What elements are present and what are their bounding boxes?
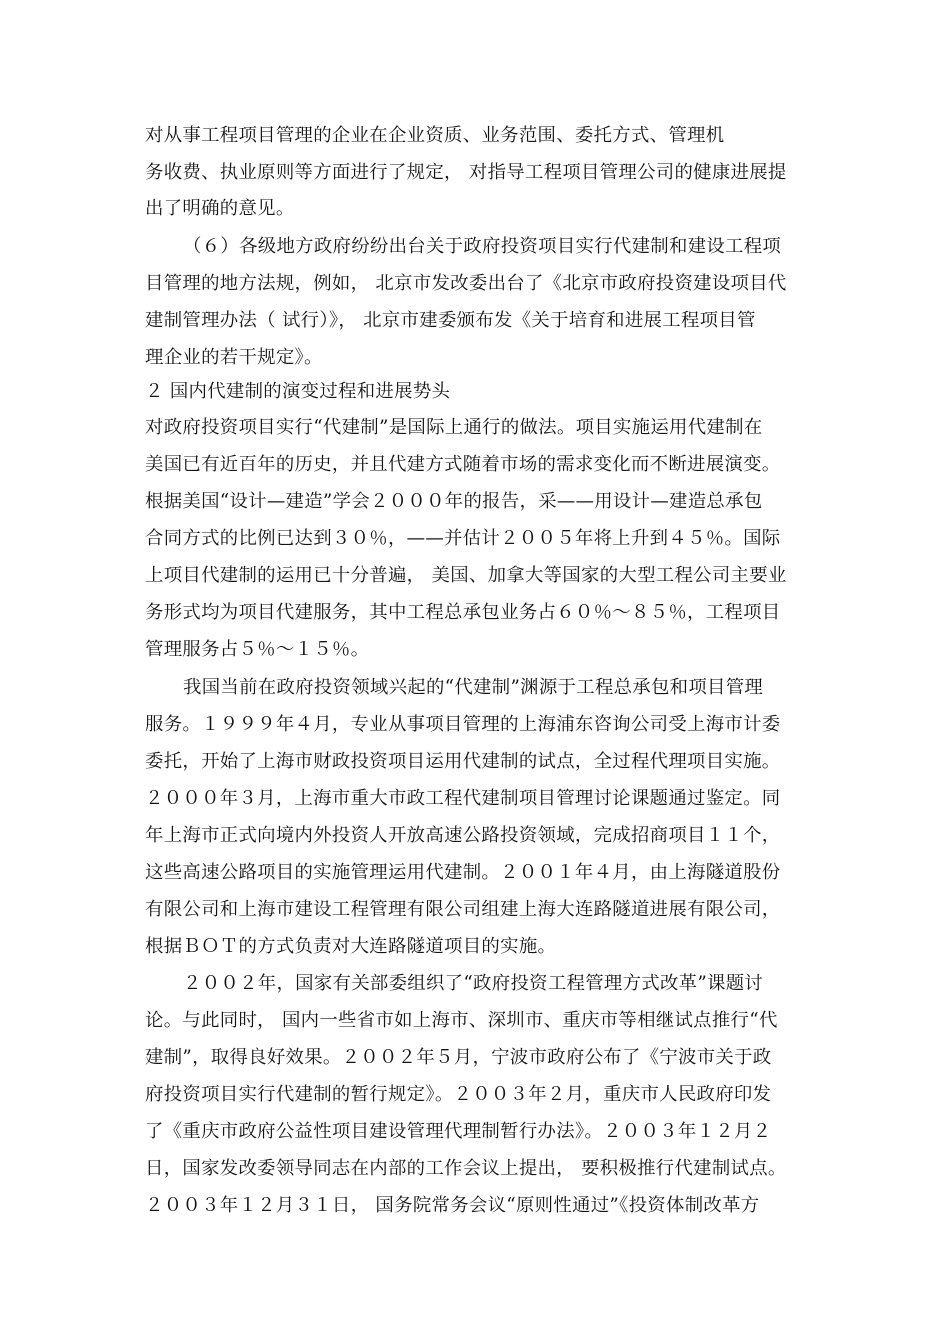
text-line: 目管理的地方法规，例如， 北京市发改委出台了《北京市政府投资建设项目代 — [145, 273, 787, 294]
paragraph-first-line: 我国当前在政府投资领域兴起的“代建制”渊源于工程总承包和项目管理 — [183, 677, 764, 698]
text-line: 服务。１９９９年４月，专业从事项目管理的上海浦东咨询公司受上海市计委 — [145, 714, 781, 735]
text-line: 对政府投资项目实行“代建制”是国际上通行的做法。项目实施运用代建制在 — [145, 417, 763, 438]
text-line: 对从事工程项目管理的企业在企业资质、业务范围、委托方式、管理机 — [145, 125, 725, 146]
text-line: 务形式均为项目代建服务，其中工程总承包业务占６０％～８５％，工程项目 — [145, 602, 781, 623]
text-line: 管理服务占５％～１５％。 — [145, 639, 370, 660]
paragraph-first-line: （６）各级地方政府纷纷出台关于政府投资项目实行代建制和建设工程项 — [183, 236, 782, 257]
text-line: 根据ＢＯＴ的方式负责对大连路隧道项目的实施。 — [145, 936, 557, 957]
paragraph-first-line: ２００２年，国家有关部委组织了“政府投资工程管理方式改革”课题讨 — [183, 973, 764, 994]
text-line: 府投资项目实行代建制的暂行规定》。２００３年２月，重庆市人民政府印发 — [145, 1084, 772, 1105]
text-line: 论。与此同时， 国内一些省市如上海市、深圳市、重庆市等相继试点推行“代 — [145, 1010, 778, 1031]
text-line: 这些高速公路项目的实施管理运用代建制。２００１年４月，由上海隧道股份 — [145, 862, 781, 883]
text-line: 建制”，取得良好效果。２００２年５月，宁波市政府公布了《宁波市关于政 — [145, 1047, 772, 1068]
text-line: 上项目代建制的运用已十分普遍， 美国、加拿大等国家的大型工程公司主要业 — [145, 565, 787, 586]
text-line: ２００３年１２月３１日， 国务院常务会议“原则性通过”《投资体制改革方 — [145, 1195, 760, 1216]
text-line: 美国已有近百年的历史，并且代建方式随着市场的需求变化而不断进展演变。 — [145, 454, 781, 475]
section-heading: ２ 国内代建制的演变过程和进展势头 — [145, 381, 451, 402]
text-line: 合同方式的比例已达到３０％，——并估计２００５年将上升到４５％。国际 — [145, 528, 781, 549]
text-line: 出了明确的意见。 — [145, 198, 295, 219]
text-line: 年上海市正式向境内外投资人开放高速公路投资领域，完成招商项目１１个， — [145, 825, 781, 846]
text-line: 委托，开始了上海市财政投资项目运用代建制的试点，全过程代理项目实施。 — [145, 751, 781, 772]
text-line: 理企业的若干规定》。 — [145, 347, 323, 368]
text-line: 根据美国“设计—建造”学会２０００年的报告，采——用设计—建造总承包 — [145, 491, 763, 512]
text-line: 有限公司和上海市建设工程管理有限公司组建上海大连路隧道进展有限公司， — [145, 899, 781, 920]
text-line: 了《重庆市政府公益性项目建设管理代理制暂行办法》。２００３年１２月２ — [145, 1121, 772, 1142]
text-line: 日，国家发改委领导同志在内部的工作会议上提出， 要积极推行代建制试点。 — [145, 1158, 787, 1179]
text-line: 建制管理办法（ 试行）》， 北京市建委颁布发《关于培育和进展工程项目管 — [145, 310, 756, 331]
text-line: 务收费、执业原则等方面进行了规定， 对指导工程项目管理公司的健康进展提 — [145, 162, 787, 183]
text-line: ２０００年３月，上海市重大市政工程代建制项目管理讨论课题通过鉴定。同 — [145, 788, 781, 809]
